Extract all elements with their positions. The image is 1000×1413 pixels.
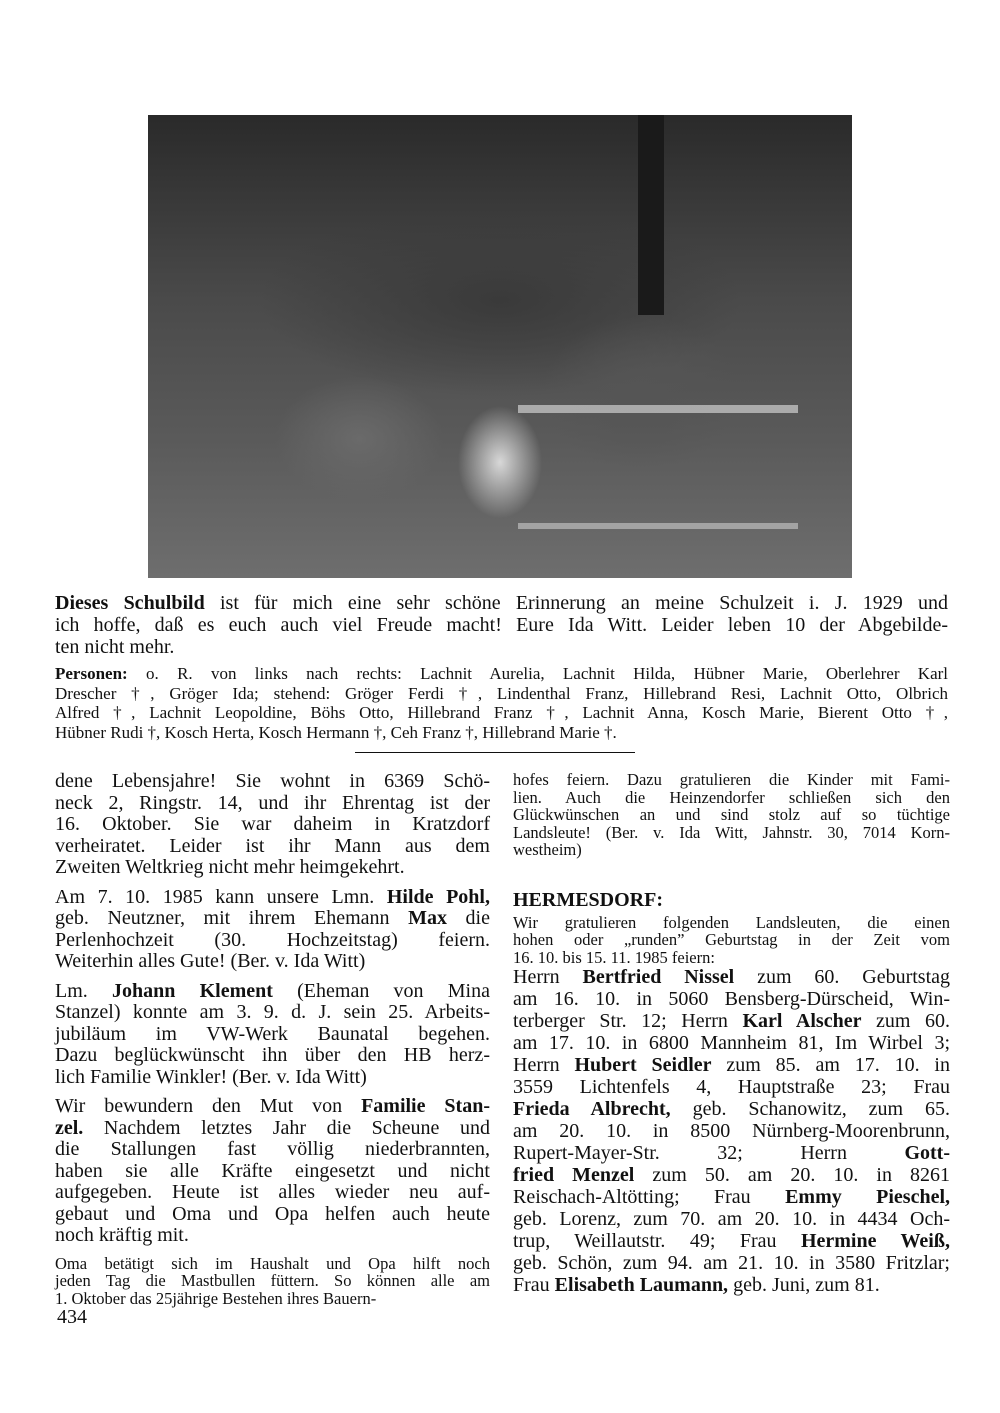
article-paragraph	[55, 1255, 490, 1308]
bold-name: Familie Stan-	[361, 1095, 490, 1117]
text-segment: o. R. von links nach rechts: Lachnit Aurelia, Lachnit Hilda, Hübner Marie, Oberlehrer Karl	[127, 664, 948, 683]
text-line	[55, 684, 948, 704]
text-segment: aufgegeben. Heute ist alles wieder neu auf-	[55, 1181, 490, 1203]
text-line	[513, 1098, 950, 1120]
text-line	[55, 723, 948, 743]
bold-name: Personen:	[55, 664, 128, 683]
text-segment: am 20. 10. in 8500 Nürnberg-Moorenbrunn,	[513, 1120, 950, 1142]
text-line	[55, 1272, 490, 1290]
text-line	[55, 1096, 490, 1118]
text-segment: Wir bewundern den Mut von	[55, 1095, 362, 1117]
text-segment: geb. Schön, zum 94. am 21. 10. in 3580 Fritzlar;	[513, 1252, 950, 1274]
bold-name: Max	[408, 907, 447, 929]
text-segment: Alfred †, Lachnit Leopoldine, Böhs Otto, Hillebrand Franz †, Lachnit Anna, Kosch Marie, Bierent Otto †,	[55, 703, 948, 722]
birthday-list	[513, 966, 950, 1296]
greeting-paragraph	[513, 914, 950, 967]
text-line	[55, 887, 490, 909]
bold-name: fried Menzel	[513, 1164, 635, 1186]
text-segment: (Eheman von Mina	[272, 979, 490, 1002]
left-column	[55, 771, 490, 1307]
text-line	[513, 1274, 950, 1296]
text-line	[513, 841, 950, 859]
text-line	[55, 1161, 490, 1183]
text-line	[513, 1164, 950, 1186]
text-line	[55, 1255, 490, 1273]
text-line	[513, 1230, 950, 1252]
text-line	[513, 988, 950, 1010]
text-segment: zum 60.	[861, 1010, 950, 1032]
text-segment: Herrn	[513, 1054, 575, 1076]
text-segment: Reischach-Altötting; Frau	[513, 1186, 786, 1208]
text-segment: haben sie alle Kräfte eingesetzt und nicht	[55, 1159, 490, 1182]
photo-bench	[518, 405, 798, 529]
text-line	[513, 1186, 950, 1208]
text-segment: am 16. 10. in 5060 Bensberg-Dürscheid, Win-	[513, 988, 950, 1010]
text-segment: ich hoffe, daß es euch auch viel Freude macht! Eure Ida Witt. Leider leben 10 der Abgebilde-	[55, 614, 948, 636]
text-segment: Drescher †, Gröger Ida; stehend: Gröger Ferdi †, Lindenthal Franz, Hillebrand Resi, Lachnit Otto, Olbrich	[55, 683, 948, 703]
bold-name: Hilde Pohl,	[386, 885, 490, 908]
text-segment: Weiterhin alles Gute! (Ber. v. Ida Witt)	[55, 950, 366, 972]
bold-name: Bertfried Nissel	[582, 966, 735, 988]
text-segment: zum 85. am 17. 10. in	[711, 1054, 950, 1076]
text-segment: zum 60. Geburtstag	[734, 966, 951, 988]
text-line	[55, 1067, 490, 1089]
right-column	[513, 771, 950, 1296]
school-class-photo	[148, 115, 852, 578]
text-line	[513, 1010, 950, 1032]
bold-name: Elisabeth Laumann,	[554, 1274, 729, 1296]
article-paragraph	[55, 981, 490, 1089]
text-line	[55, 1045, 490, 1067]
text-segment: hohen oder „runden” Geburtstag in der Zeit vom	[513, 930, 950, 949]
text-line	[55, 703, 948, 723]
text-segment: Hübner Rudi †, Kosch Herta, Kosch Hermann †, Ceh Franz †, Hillebrand Marie †.	[55, 722, 617, 742]
text-segment: jubiläum im VW-Werk Baunatal begehen.	[55, 1022, 490, 1045]
text-segment: Lm.	[55, 979, 112, 1002]
text-segment: Am 7. 10. 1985 kann unsere Lmn.	[55, 885, 387, 908]
text-segment: die	[446, 907, 490, 929]
section-heading-hermesdorf: HERMESDORF:	[513, 888, 663, 911]
text-segment: westheim)	[513, 840, 582, 859]
text-line	[55, 1139, 490, 1161]
text-segment: noch kräftig mit.	[55, 1224, 189, 1246]
bold-name: zel.	[55, 1116, 84, 1139]
text-segment: zum 50. am 20. 10. in 8261	[634, 1164, 950, 1186]
text-line	[55, 664, 948, 684]
text-segment: Rupert-Mayer-Str. 32; Herrn	[513, 1142, 905, 1164]
text-line	[513, 1142, 950, 1164]
text-segment: Dazu beglückwünscht ihn über den HB herz-	[55, 1044, 490, 1066]
text-segment: dene Lebensjahre! Sie wohnt in 6369 Schö-	[55, 770, 490, 792]
text-line	[55, 981, 490, 1003]
text-line	[55, 771, 490, 793]
text-segment: trup, Weillautstr. 49; Frau	[513, 1230, 801, 1252]
text-line	[513, 1032, 950, 1054]
text-line	[55, 908, 490, 930]
text-line	[513, 1120, 950, 1142]
article-paragraph	[55, 1096, 490, 1247]
text-line	[513, 1054, 950, 1076]
text-line	[513, 1208, 950, 1230]
text-line	[55, 1002, 490, 1024]
text-segment: gebaut und Oma und Opa helfen auch heute	[55, 1202, 490, 1225]
text-segment: ist für mich eine sehr schöne Erinnerung an meine Schulzeit i. J. 1929 und	[204, 592, 949, 614]
divider-rule	[355, 752, 635, 753]
text-line	[513, 771, 950, 789]
bold-name: Frieda Albrecht,	[513, 1098, 671, 1120]
text-segment: jeden Tag die Mastbullen füttern. So können alle am	[55, 1271, 490, 1290]
bold-name: Hermine Weiß,	[800, 1230, 950, 1252]
text-segment: geb. Lorenz, zum 70. am 20. 10. in 4434 Och-	[513, 1208, 950, 1230]
text-line	[513, 1252, 950, 1274]
bold-name: Karl Alscher	[742, 1010, 862, 1032]
bold-name: Emmy Pieschel,	[785, 1186, 950, 1208]
text-line	[513, 824, 950, 842]
text-line	[55, 1182, 490, 1204]
text-segment: Wir gratulieren folgenden Landsleuten, die einen	[513, 912, 950, 932]
text-segment: am 17. 10. in 6800 Mannheim 81, Im Wirbel 3;	[513, 1032, 950, 1054]
bold-name: Dieses Schulbild	[55, 592, 205, 614]
text-segment: Stanzel) konnte am 3. 9. d. J. sein 25. Arbeits-	[55, 1001, 490, 1023]
text-line	[55, 836, 490, 858]
text-segment: 16. 10. bis 15. 11. 1985 feiern:	[513, 947, 715, 967]
text-line	[55, 857, 490, 879]
text-line	[55, 592, 948, 614]
text-segment: Oma betätigt sich im Haushalt und Opa hilft noch	[55, 1253, 490, 1273]
text-line	[55, 793, 490, 815]
text-segment: Nachdem letztes Jahr die Scheune und	[83, 1116, 490, 1139]
text-line	[55, 1225, 490, 1247]
text-segment: geb. Schanowitz, zum 65.	[670, 1098, 950, 1120]
text-line	[513, 931, 950, 949]
text-segment: lich Familie Winkler! (Ber. v. Ida Witt)	[55, 1065, 367, 1088]
text-segment: Herrn	[513, 966, 583, 988]
photo-persons-list	[55, 664, 948, 742]
article-paragraph	[55, 887, 490, 973]
text-line	[55, 1204, 490, 1226]
photo-tree	[638, 115, 664, 315]
right-intro-paragraph	[513, 771, 950, 859]
bold-name: Gott-	[904, 1142, 950, 1164]
text-segment: geb. Neutzner, mit ihrem Ehemann	[55, 907, 409, 929]
text-segment: hofes feiern. Dazu gratulieren die Kinder mit Fami-	[513, 770, 950, 789]
text-line	[513, 789, 950, 807]
text-segment: Landsleute! (Ber. v. Ida Witt, Jahnstr. 30, 7014 Korn-	[513, 822, 950, 842]
text-segment: ten nicht mehr.	[55, 636, 175, 658]
text-segment: neck 2, Ringstr. 14, und ihr Ehrentag ist der	[55, 791, 490, 814]
text-line	[513, 914, 950, 932]
text-segment: 1. Oktober das 25jährige Bestehen ihres Bauern-	[55, 1288, 377, 1308]
text-line	[513, 806, 950, 824]
text-line	[55, 614, 948, 636]
text-segment: lien. Auch die Heinzendorfer schließen sich den	[513, 787, 950, 807]
text-segment: verheiratet. Leider ist ihr Mann aus dem	[55, 834, 490, 857]
text-line	[513, 949, 950, 967]
text-line	[55, 1290, 490, 1308]
text-segment: geb. Juni, zum 81.	[728, 1274, 880, 1296]
text-segment: Zweiten Weltkrieg nicht mehr heimgekehrt.	[55, 856, 405, 878]
text-segment: Glückwünschen an und sind stolz auf so tüchtige	[513, 805, 950, 824]
text-line	[55, 1024, 490, 1046]
text-line	[55, 1118, 490, 1140]
text-line	[55, 930, 490, 952]
text-segment: terberger Str. 12; Herrn	[513, 1010, 743, 1032]
text-line	[513, 1076, 950, 1098]
text-segment: 3559 Lichtenfels 4, Hauptstraße 23; Frau	[513, 1076, 950, 1098]
text-segment: die Stallungen fast völlig niederbrannten,	[55, 1138, 490, 1160]
text-segment: 16. Oktober. Sie war daheim in Kratzdorf	[55, 813, 490, 835]
bold-name: Hubert Seidler	[574, 1054, 712, 1076]
text-segment: Perlenhochzeit (30. Hochzeitstag) feiern.	[55, 928, 490, 951]
text-segment: Frau	[513, 1274, 555, 1296]
bold-name: Johann Klement	[112, 979, 273, 1002]
text-line	[513, 966, 950, 988]
photo-caption	[55, 592, 948, 658]
article-paragraph	[55, 771, 490, 879]
text-line	[55, 951, 490, 973]
page-number: 434	[57, 1306, 87, 1328]
text-line	[55, 636, 948, 658]
text-line	[55, 814, 490, 836]
